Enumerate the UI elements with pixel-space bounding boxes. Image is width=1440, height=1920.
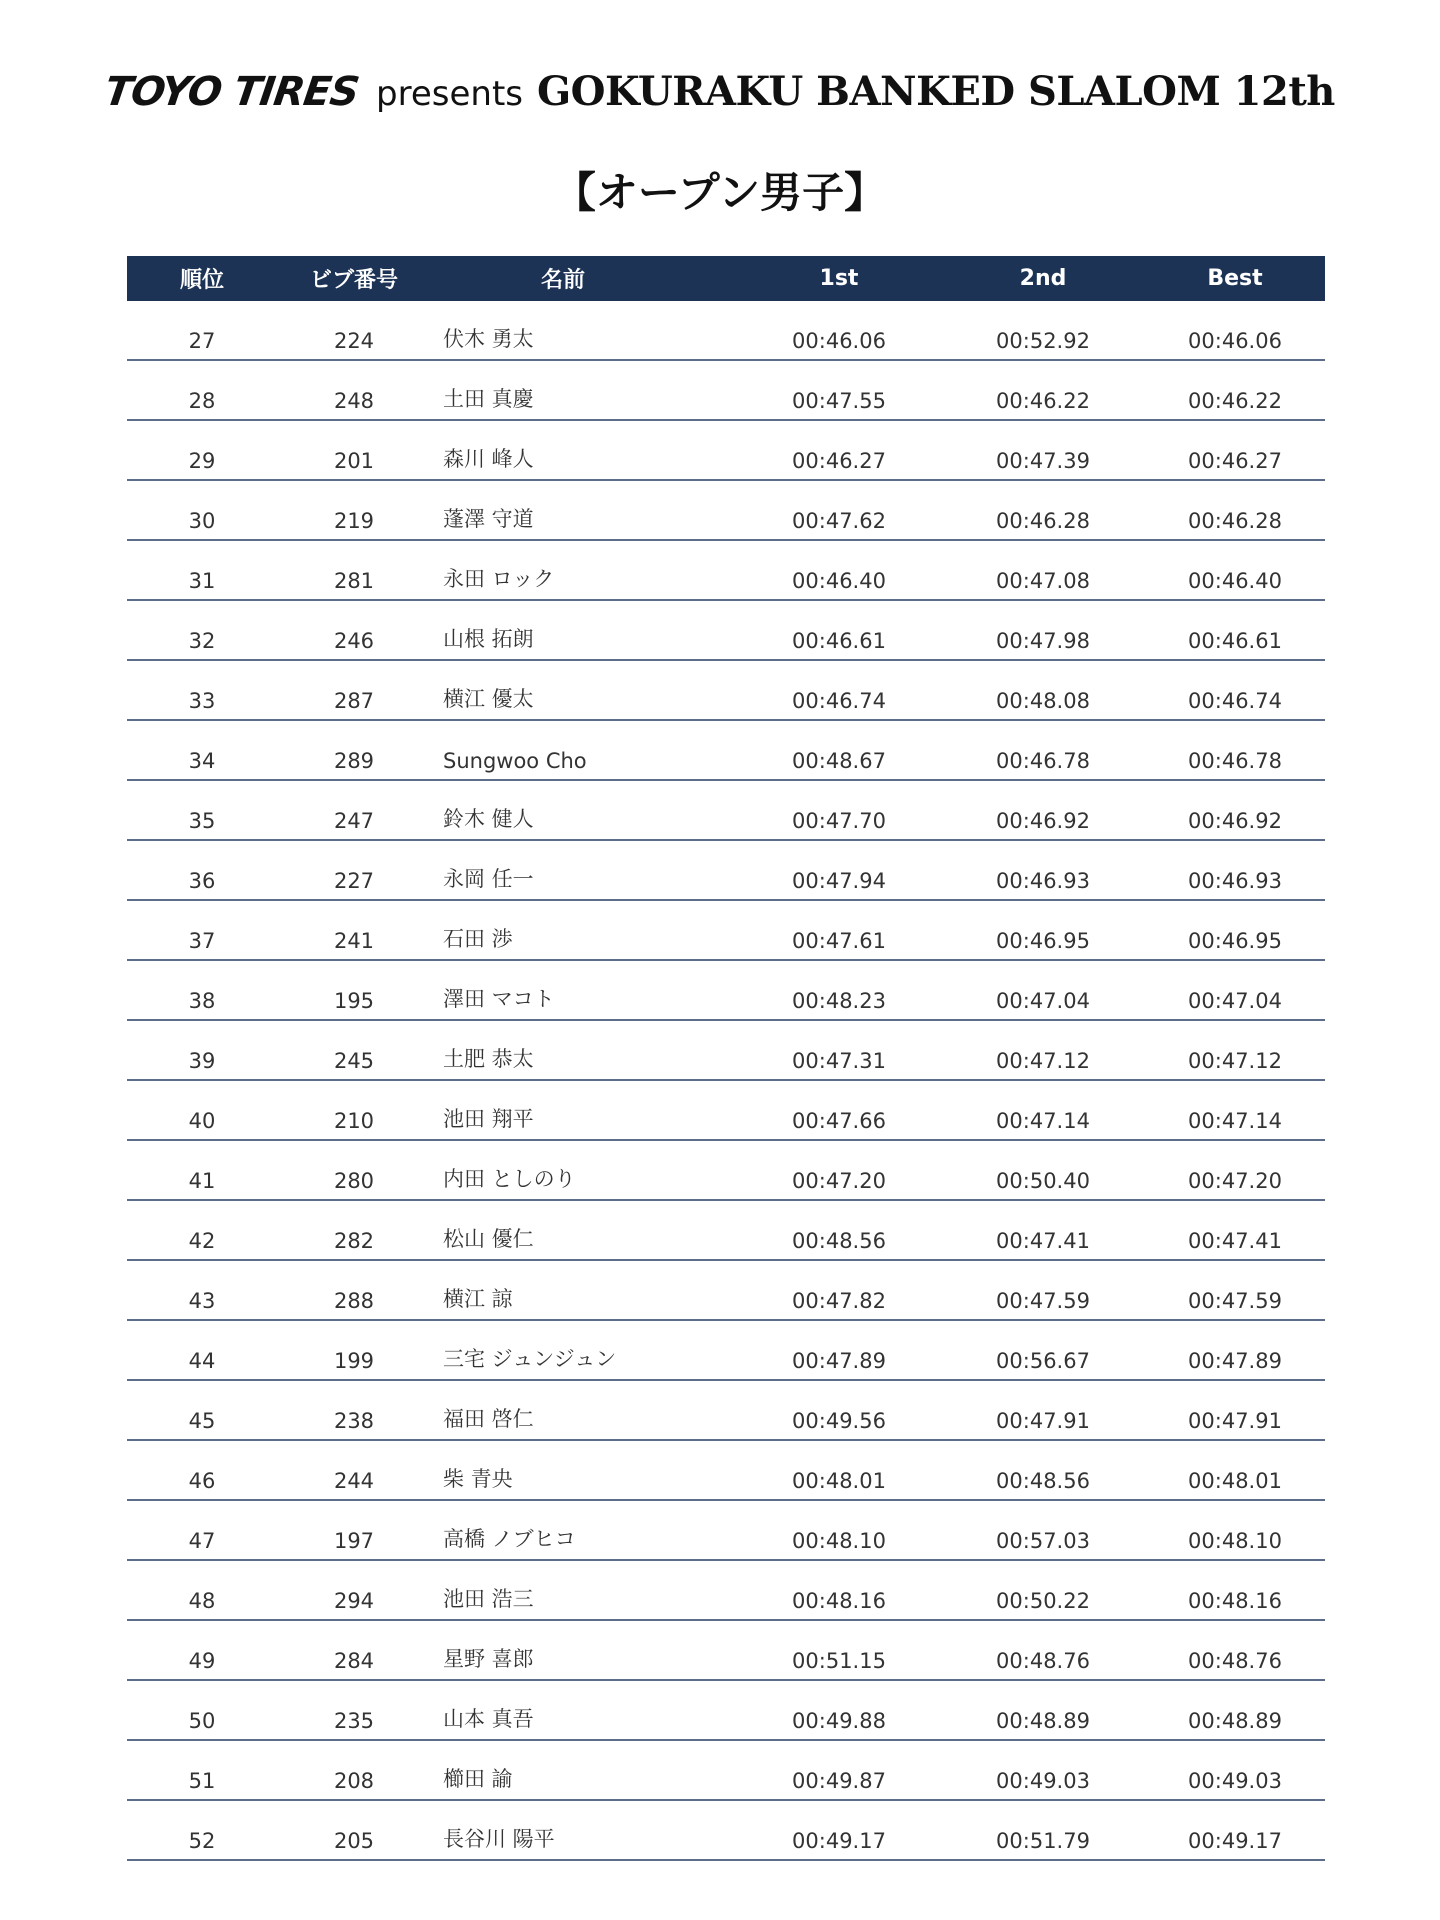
rank-cell: 30 bbox=[188, 509, 216, 533]
rank-cell: 51 bbox=[188, 1769, 216, 1793]
table-row bbox=[127, 421, 1325, 481]
name-cell: 柴 青央 bbox=[443, 1467, 513, 1491]
table-row bbox=[127, 1381, 1325, 1441]
bib-cell: 195 bbox=[333, 989, 375, 1013]
first-run-cell: 00:46.74 bbox=[792, 689, 886, 713]
first-run-cell: 00:46.27 bbox=[792, 449, 886, 473]
second-run-cell: 00:48.89 bbox=[996, 1709, 1090, 1733]
bib-cell: 199 bbox=[333, 1349, 375, 1373]
name-cell: 森川 峰人 bbox=[443, 447, 534, 471]
best-cell: 00:47.89 bbox=[1188, 1349, 1282, 1373]
first-run-cell: 00:47.61 bbox=[792, 929, 886, 953]
column-header-bib: ビブ番号 bbox=[309, 268, 398, 293]
best-cell: 00:46.92 bbox=[1188, 809, 1282, 833]
table-row bbox=[127, 1561, 1325, 1621]
first-run-cell: 00:49.17 bbox=[792, 1829, 886, 1853]
second-run-cell: 00:46.78 bbox=[996, 749, 1090, 773]
best-cell: 00:47.59 bbox=[1188, 1289, 1282, 1313]
rank-cell: 35 bbox=[188, 809, 216, 833]
best-cell: 00:46.27 bbox=[1188, 449, 1282, 473]
first-run-cell: 00:48.23 bbox=[792, 989, 886, 1013]
rank-cell: 31 bbox=[188, 569, 216, 593]
rank-cell: 40 bbox=[188, 1109, 216, 1133]
second-run-cell: 00:46.93 bbox=[996, 869, 1090, 893]
rank-cell: 52 bbox=[188, 1829, 216, 1853]
best-cell: 00:46.95 bbox=[1188, 929, 1282, 953]
second-run-cell: 00:50.40 bbox=[996, 1169, 1090, 1193]
best-cell: 00:47.14 bbox=[1188, 1109, 1282, 1133]
bib-cell: 201 bbox=[333, 449, 375, 473]
first-run-cell: 00:47.31 bbox=[792, 1049, 886, 1073]
table-row bbox=[127, 601, 1325, 661]
table-row bbox=[127, 1441, 1325, 1501]
second-run-cell: 00:49.03 bbox=[996, 1769, 1090, 1793]
first-run-cell: 00:48.16 bbox=[792, 1589, 886, 1613]
column-header-rank: 順位 bbox=[179, 268, 224, 293]
first-run-cell: 00:47.55 bbox=[792, 389, 886, 413]
table-row bbox=[127, 1741, 1325, 1801]
table-row bbox=[127, 661, 1325, 721]
rank-cell: 50 bbox=[188, 1709, 216, 1733]
second-run-cell: 00:48.08 bbox=[996, 689, 1090, 713]
bib-cell: 205 bbox=[333, 1829, 375, 1853]
best-cell: 00:48.76 bbox=[1188, 1649, 1282, 1673]
name-cell: 鈴木 健人 bbox=[443, 807, 534, 831]
second-run-cell: 00:52.92 bbox=[996, 329, 1090, 353]
rank-cell: 27 bbox=[188, 329, 216, 353]
rank-cell: 36 bbox=[188, 869, 216, 893]
best-cell: 00:47.20 bbox=[1188, 1169, 1282, 1193]
table-row bbox=[127, 1501, 1325, 1561]
second-run-cell: 00:46.95 bbox=[996, 929, 1090, 953]
column-header-1st: 1st bbox=[819, 266, 859, 291]
bib-cell: 247 bbox=[333, 809, 375, 833]
name-cell: Sungwoo Cho bbox=[443, 749, 587, 773]
category-title: 【オープン男子】 bbox=[553, 168, 887, 217]
best-cell: 00:46.40 bbox=[1188, 569, 1282, 593]
name-cell: 蓬澤 守道 bbox=[443, 507, 534, 531]
table-row bbox=[127, 1681, 1325, 1741]
rank-cell: 28 bbox=[188, 389, 216, 413]
best-cell: 00:48.10 bbox=[1188, 1529, 1282, 1553]
rank-cell: 39 bbox=[188, 1049, 216, 1073]
bib-cell: 210 bbox=[333, 1109, 375, 1133]
brand-logo: TOYO TIRES bbox=[101, 69, 362, 115]
rank-cell: 42 bbox=[188, 1229, 216, 1253]
table-row bbox=[127, 781, 1325, 841]
name-cell: 土田 真慶 bbox=[443, 387, 534, 411]
best-cell: 00:48.16 bbox=[1188, 1589, 1282, 1613]
presents-text: presents bbox=[376, 74, 524, 114]
rank-cell: 44 bbox=[188, 1349, 216, 1373]
bib-cell: 238 bbox=[333, 1409, 375, 1433]
table-row bbox=[127, 721, 1325, 781]
bib-cell: 245 bbox=[333, 1049, 375, 1073]
bib-cell: 208 bbox=[333, 1769, 375, 1793]
first-run-cell: 00:47.62 bbox=[792, 509, 886, 533]
best-cell: 00:46.93 bbox=[1188, 869, 1282, 893]
column-header-name: 名前 bbox=[541, 268, 586, 293]
bib-cell: 280 bbox=[333, 1169, 375, 1193]
name-cell: 池田 翔平 bbox=[443, 1107, 534, 1131]
first-run-cell: 00:48.01 bbox=[792, 1469, 886, 1493]
name-cell: 横江 優太 bbox=[443, 687, 534, 711]
best-cell: 00:46.28 bbox=[1188, 509, 1282, 533]
best-cell: 00:49.17 bbox=[1188, 1829, 1282, 1853]
second-run-cell: 00:48.76 bbox=[996, 1649, 1090, 1673]
name-cell: 永田 ロック bbox=[443, 567, 555, 591]
name-cell: 池田 浩三 bbox=[443, 1587, 534, 1611]
bib-cell: 219 bbox=[333, 509, 375, 533]
best-cell: 00:47.04 bbox=[1188, 989, 1282, 1013]
second-run-cell: 00:47.12 bbox=[996, 1049, 1090, 1073]
table-row bbox=[127, 1141, 1325, 1201]
best-cell: 00:47.91 bbox=[1188, 1409, 1282, 1433]
second-run-cell: 00:46.28 bbox=[996, 509, 1090, 533]
name-cell: 星野 喜郎 bbox=[443, 1647, 534, 1671]
table-row bbox=[127, 1321, 1325, 1381]
bib-cell: 294 bbox=[333, 1589, 375, 1613]
table-row bbox=[127, 1621, 1325, 1681]
column-header-best: Best bbox=[1207, 266, 1263, 291]
table-row bbox=[127, 301, 1325, 361]
bib-cell: 241 bbox=[333, 929, 375, 953]
first-run-cell: 00:48.56 bbox=[792, 1229, 886, 1253]
table-row bbox=[127, 1201, 1325, 1261]
first-run-cell: 00:49.87 bbox=[792, 1769, 886, 1793]
first-run-cell: 00:46.40 bbox=[792, 569, 886, 593]
rank-cell: 41 bbox=[188, 1169, 216, 1193]
second-run-cell: 00:50.22 bbox=[996, 1589, 1090, 1613]
rank-cell: 43 bbox=[188, 1289, 216, 1313]
best-cell: 00:49.03 bbox=[1188, 1769, 1282, 1793]
rank-cell: 32 bbox=[188, 629, 216, 653]
second-run-cell: 00:57.03 bbox=[996, 1529, 1090, 1553]
second-run-cell: 00:47.91 bbox=[996, 1409, 1090, 1433]
rank-cell: 29 bbox=[188, 449, 216, 473]
name-cell: 福田 啓仁 bbox=[443, 1407, 534, 1431]
table-row bbox=[127, 841, 1325, 901]
bib-cell: 281 bbox=[333, 569, 375, 593]
best-cell: 00:46.78 bbox=[1188, 749, 1282, 773]
name-cell: 三宅 ジュンジュン bbox=[443, 1347, 617, 1371]
rank-cell: 45 bbox=[188, 1409, 216, 1433]
table-row bbox=[127, 1801, 1325, 1861]
rank-cell: 34 bbox=[188, 749, 216, 773]
name-cell: 山本 真吾 bbox=[443, 1707, 534, 1731]
event-name: GOKURAKU BANKED SLALOM 12th bbox=[537, 68, 1335, 115]
name-cell: 澤田 マコト bbox=[443, 987, 555, 1011]
bib-cell: 282 bbox=[333, 1229, 375, 1253]
second-run-cell: 00:47.04 bbox=[996, 989, 1090, 1013]
second-run-cell: 00:47.08 bbox=[996, 569, 1090, 593]
best-cell: 00:46.74 bbox=[1188, 689, 1282, 713]
table-row bbox=[127, 1081, 1325, 1141]
name-cell: 長谷川 陽平 bbox=[443, 1827, 555, 1851]
second-run-cell: 00:47.59 bbox=[996, 1289, 1090, 1313]
first-run-cell: 00:51.15 bbox=[792, 1649, 886, 1673]
first-run-cell: 00:47.70 bbox=[792, 809, 886, 833]
first-run-cell: 00:46.06 bbox=[792, 329, 886, 353]
first-run-cell: 00:48.10 bbox=[792, 1529, 886, 1553]
second-run-cell: 00:46.22 bbox=[996, 389, 1090, 413]
name-cell: 松山 優仁 bbox=[443, 1227, 534, 1251]
table-row bbox=[127, 1261, 1325, 1321]
rank-cell: 48 bbox=[188, 1589, 216, 1613]
event-title bbox=[0, 68, 1440, 130]
name-cell: 内田 としのり bbox=[443, 1167, 576, 1191]
second-run-cell: 00:47.39 bbox=[996, 449, 1090, 473]
name-cell: 永岡 任一 bbox=[443, 867, 534, 891]
first-run-cell: 00:48.67 bbox=[792, 749, 886, 773]
best-cell: 00:46.06 bbox=[1188, 329, 1282, 353]
rank-cell: 46 bbox=[188, 1469, 216, 1493]
bib-cell: 244 bbox=[333, 1469, 375, 1493]
bib-cell: 224 bbox=[333, 329, 375, 353]
name-cell: 伏木 勇太 bbox=[443, 327, 534, 351]
bib-cell: 235 bbox=[333, 1709, 375, 1733]
rank-cell: 37 bbox=[188, 929, 216, 953]
bib-cell: 289 bbox=[333, 749, 375, 773]
bib-cell: 287 bbox=[333, 689, 375, 713]
second-run-cell: 00:56.67 bbox=[996, 1349, 1090, 1373]
bib-cell: 197 bbox=[333, 1529, 375, 1553]
second-run-cell: 00:51.79 bbox=[996, 1829, 1090, 1853]
second-run-cell: 00:47.14 bbox=[996, 1109, 1090, 1133]
name-cell: 横江 諒 bbox=[443, 1287, 513, 1311]
table-header bbox=[127, 256, 1325, 301]
rank-cell: 33 bbox=[188, 689, 216, 713]
best-cell: 00:46.22 bbox=[1188, 389, 1282, 413]
results-table bbox=[127, 256, 1325, 1861]
second-run-cell: 00:47.98 bbox=[996, 629, 1090, 653]
best-cell: 00:47.12 bbox=[1188, 1049, 1282, 1073]
name-cell: 石田 渉 bbox=[443, 927, 513, 951]
first-run-cell: 00:49.56 bbox=[792, 1409, 886, 1433]
first-run-cell: 00:46.61 bbox=[792, 629, 886, 653]
best-cell: 00:47.41 bbox=[1188, 1229, 1282, 1253]
first-run-cell: 00:47.89 bbox=[792, 1349, 886, 1373]
table-body bbox=[127, 301, 1325, 1861]
second-run-cell: 00:46.92 bbox=[996, 809, 1090, 833]
bib-cell: 248 bbox=[333, 389, 375, 413]
first-run-cell: 00:47.20 bbox=[792, 1169, 886, 1193]
first-run-cell: 00:47.82 bbox=[792, 1289, 886, 1313]
second-run-cell: 00:47.41 bbox=[996, 1229, 1090, 1253]
bib-cell: 227 bbox=[333, 869, 375, 893]
table-row bbox=[127, 1021, 1325, 1081]
name-cell: 土肥 恭太 bbox=[443, 1047, 534, 1071]
name-cell: 山根 拓朗 bbox=[443, 627, 534, 651]
best-cell: 00:48.89 bbox=[1188, 1709, 1282, 1733]
name-cell: 櫛田 諭 bbox=[443, 1767, 513, 1791]
table-row bbox=[127, 541, 1325, 601]
best-cell: 00:46.61 bbox=[1188, 629, 1282, 653]
first-run-cell: 00:47.66 bbox=[792, 1109, 886, 1133]
second-run-cell: 00:48.56 bbox=[996, 1469, 1090, 1493]
first-run-cell: 00:47.94 bbox=[792, 869, 886, 893]
bib-cell: 284 bbox=[333, 1649, 375, 1673]
bib-cell: 288 bbox=[333, 1289, 375, 1313]
table-row bbox=[127, 361, 1325, 421]
best-cell: 00:48.01 bbox=[1188, 1469, 1282, 1493]
name-cell: 高橋 ノブヒコ bbox=[443, 1527, 576, 1551]
rank-cell: 38 bbox=[188, 989, 216, 1013]
table-row bbox=[127, 961, 1325, 1021]
table-row bbox=[127, 901, 1325, 961]
rank-cell: 49 bbox=[188, 1649, 216, 1673]
bib-cell: 246 bbox=[333, 629, 375, 653]
column-header-2nd: 2nd bbox=[1019, 266, 1067, 291]
table-row bbox=[127, 481, 1325, 541]
first-run-cell: 00:49.88 bbox=[792, 1709, 886, 1733]
rank-cell: 47 bbox=[188, 1529, 216, 1553]
